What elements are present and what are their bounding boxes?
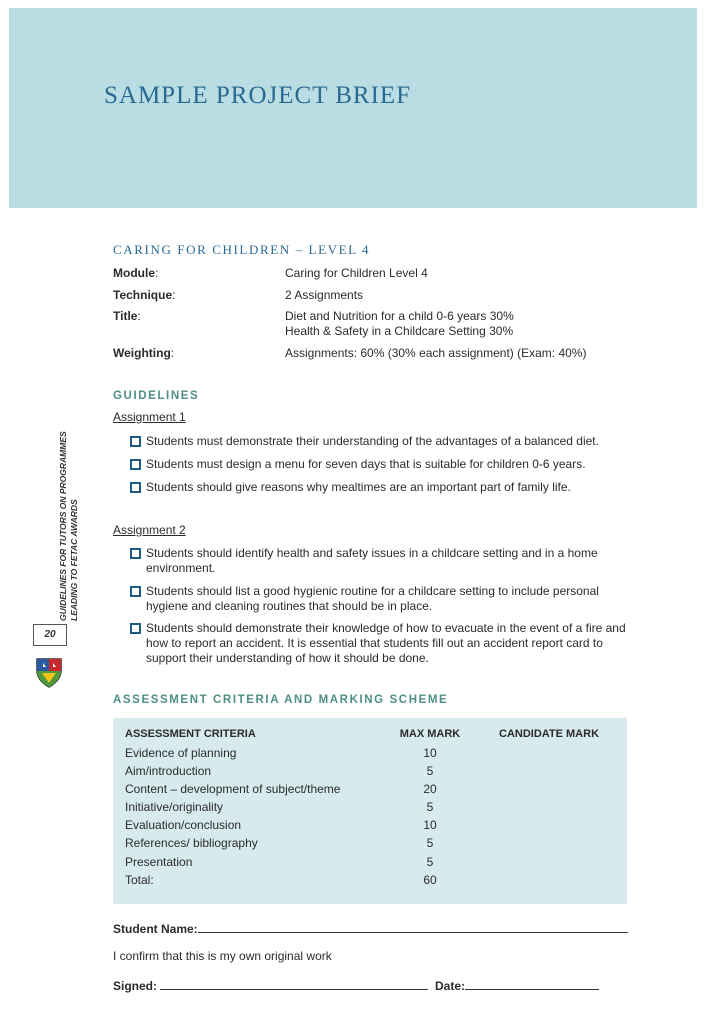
date-field[interactable] <box>465 977 599 990</box>
sidebar-line-1: GUIDELINES FOR TUTORS ON PROGRAMMES <box>58 431 68 621</box>
date-label: Date: <box>435 979 466 993</box>
info-label: Module: <box>113 266 159 280</box>
info-label: Technique: <box>113 288 176 302</box>
assignment-1-heading: Assignment 1 <box>113 410 186 424</box>
sidebar-line-2: LEADING TO FETAC AWARDS <box>69 499 79 621</box>
table-row: Content – development of subject/theme 20 <box>125 782 437 796</box>
info-value: 2 Assignments <box>285 288 364 302</box>
table-row: Aim/introduction 5 <box>125 764 434 778</box>
table-row: References/ bibliography 5 <box>125 836 434 850</box>
info-value-2: Health & Safety in a Childcare Setting 30% <box>285 324 514 338</box>
column-header: MAX MARK <box>399 728 461 740</box>
signature-line <box>113 977 599 993</box>
info-value: Diet and Nutrition for a child 0-6 years 30% <box>285 309 514 323</box>
info-label: Title: <box>113 309 141 323</box>
square-bullet-icon <box>130 548 141 559</box>
table-row: Total: 60 <box>125 873 437 887</box>
info-value: Caring for Children Level 4 <box>285 266 428 280</box>
criteria-header-row <box>125 728 605 746</box>
info-label: Weighting: <box>113 346 175 360</box>
sidebar-vertical-text <box>58 431 80 621</box>
assessment-heading: ASSESSMENT CRITERIA AND MARKING SCHEME <box>113 694 449 706</box>
course-heading: CARING FOR CHILDREN – LEVEL 4 <box>113 242 371 257</box>
table-row: Initiative/originality 5 <box>125 800 434 814</box>
column-header: CANDIDATE MARK <box>499 728 600 740</box>
signed-label: Signed: <box>113 979 157 993</box>
column-header: ASSESSMENT CRITERIA <box>125 728 256 740</box>
table-row: Evidence of planning 10 <box>125 746 437 760</box>
assignment-2-heading: Assignment 2 <box>113 523 186 537</box>
square-bullet-icon <box>130 586 141 597</box>
page-number: 20 <box>33 624 67 646</box>
crest-logo-icon <box>34 655 64 689</box>
student-name-line <box>113 920 628 936</box>
table-row: Presentation 5 <box>125 855 434 869</box>
table-row: Evaluation/conclusion 10 <box>125 818 437 832</box>
info-value: Assignments: 60% (30% each assignment) (Exam: 40%) <box>285 346 587 360</box>
square-bullet-icon <box>130 623 141 634</box>
confirm-text: I confirm that this is my own original work <box>113 949 332 963</box>
student-name-field[interactable] <box>198 920 628 933</box>
student-name-label: Student Name: <box>113 922 198 936</box>
square-bullet-icon <box>130 459 141 470</box>
square-bullet-icon <box>130 436 141 447</box>
guidelines-heading: GUIDELINES <box>113 390 200 402</box>
page-title: SAMPLE PROJECT BRIEF <box>104 82 412 109</box>
signed-field[interactable] <box>160 977 428 990</box>
square-bullet-icon <box>130 482 141 493</box>
